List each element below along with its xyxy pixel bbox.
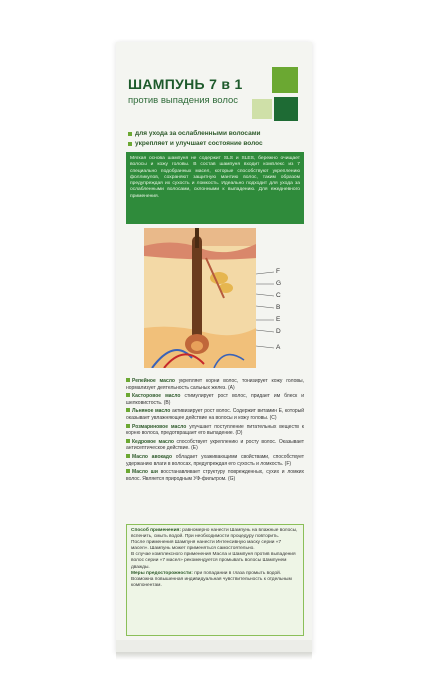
ingredients-list <box>126 378 304 484</box>
product-subtitle: против выпадения волос <box>128 95 239 106</box>
bullet-item: для ухода за ослабленными волосами <box>128 130 308 137</box>
usage-method: Способ применения: равномерно нанести Шампунь на влажные волосы, вспенить, смыть водой. При необходимости процедуру повторить. <box>131 528 298 540</box>
box-shadow <box>116 652 312 660</box>
diagram-label: C <box>276 292 281 299</box>
usage-after: После применения Шампуня нанести Интенсивную маску серии «7 масел». Шампунь может применяться самостоятельно. <box>131 540 282 552</box>
ingredient-item: Репейное масло укрепляет корни волос, тонизирует кожу головы, нормализует деятельность сальных желез. (A) <box>126 378 304 391</box>
decor-square-green <box>272 67 298 93</box>
bullet-square-icon <box>126 424 130 428</box>
bullet-item: укрепляет и улучшает состояние волос <box>128 140 308 147</box>
diagram-label: A <box>276 344 281 351</box>
product-box <box>116 42 312 654</box>
decor-square-light <box>252 99 272 119</box>
diagram-label: F <box>276 268 280 275</box>
bullet-square-icon <box>128 142 132 146</box>
bullet-square-icon <box>128 132 132 136</box>
bullet-list <box>128 130 308 150</box>
bullet-square-icon <box>126 408 130 412</box>
diagram-label: B <box>276 304 281 311</box>
diagram-label: G <box>276 280 282 287</box>
bullet-square-icon <box>126 439 130 443</box>
bullet-square-icon <box>126 393 130 397</box>
product-title: ШАМПУНЬ 7 в 1 <box>128 76 243 92</box>
ingredient-item: Кедровое масло способствует укреплению и росту волос. Оказывает антисептическое действие. (E) <box>126 438 305 452</box>
decor-square-dark <box>274 97 298 121</box>
usage-caution: Меры предосторожности: при попадании в глаза промыть водой. Возможна повышенная индивидуальная чувствительность к отдельным компонентам. <box>131 570 292 588</box>
ingredient-item: Льняное масло активизирует рост волос. Содержит витамин Е, который оказывает увлажняющее действие на волосы и кожу головы. (C) <box>126 408 305 421</box>
ingredient-item: Розмариновое масло улучшает поступление питательных веществ к корню волоса, предотвращает его выпадение. (D) <box>126 423 304 437</box>
follicle-illustration <box>144 228 294 368</box>
bullet-square-icon <box>126 378 130 382</box>
bullet-square-icon <box>126 469 130 473</box>
diagram-label: E <box>276 316 281 323</box>
description-box: Мягкая основа шампуня не содержит SLS и SLES, бережно очищает волосы и кожу головы. В состав шампуня входит комплекс из 7 специально подобранных масел, которые способствуют укреплению фолликулов, сохраняют защитную мантию волос, таким образом предупреждая их сухость и ломкость. Идеально подходит для ухода за ослабленными волосами, склонными к выпадению. Для ежедневного применения. <box>126 152 304 224</box>
bullet-square-icon <box>126 454 130 458</box>
usage-instructions-box <box>126 524 304 636</box>
ingredient-item: Касторовое масло стимулирует рост волос, придает им блеск и шелковистость. (B) <box>126 393 304 406</box>
diagram-label: D <box>276 328 281 335</box>
ingredient-item: Масло авокадо обладает ухаживающими свойствами, способствует удержанию влаги в волосах, предупреждая его сухость и ломкость. (F) <box>126 453 304 467</box>
hair-follicle-diagram <box>144 228 294 368</box>
usage-combo: В случае комплексного применения Масла и Шампуня против выпадения волос серии «7 масел» рекомендуется промывать волосы Шампунем дважды. <box>131 552 296 570</box>
ingredient-item: Масло ши восстанавливает структуру поврежденных, сухих и ломких волос. Является природным УФ-фильтром. (G) <box>126 469 304 482</box>
